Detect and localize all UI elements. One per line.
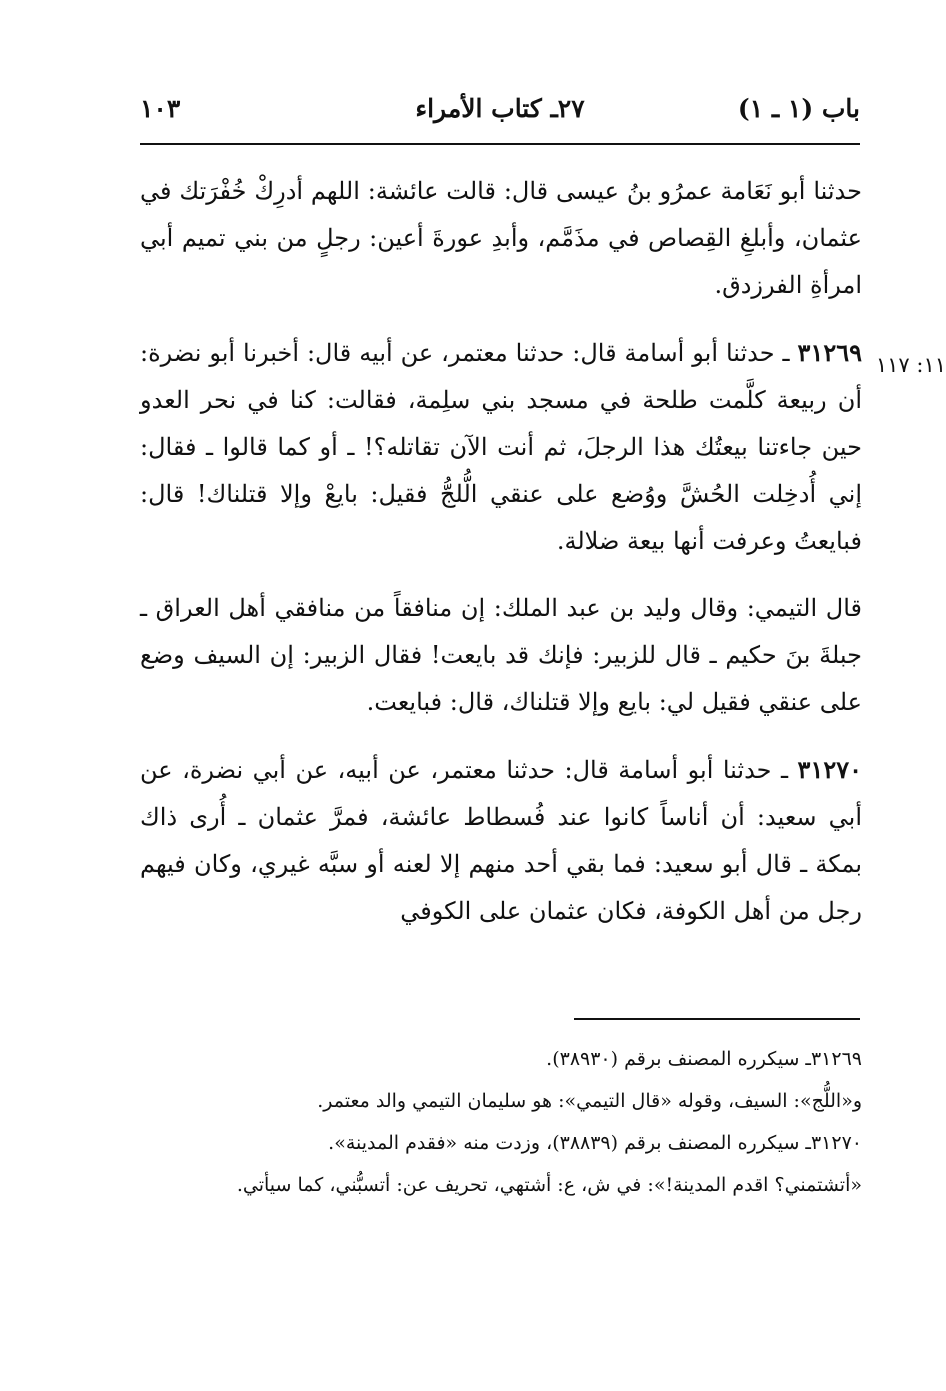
page-header	[140, 94, 860, 134]
paragraph	[140, 168, 862, 309]
paragraph-text: قال التيمي: وقال وليد بن عبد الملك: إن منافقاً من منافقي أهل العراق ـ جبلةَ بنَ حكيم ـ قال للزبير: فإنك قد بايعت! فقال الزبير: إن السيف وضع على عنقي فقيل لي: بايع وإلا قتلناك، قال: فبايعت.	[140, 594, 862, 716]
footnote: ٣١٢٦٩ـ سيكرره المصنف برقم (٣٨٩٣٠).	[546, 1048, 862, 1070]
header-rule	[140, 143, 860, 145]
footnote: ٣١٢٧٠ـ سيكرره المصنف برقم (٣٨٨٣٩)، وزدت منه «فقدم المدينة».	[328, 1132, 862, 1154]
footnote: و«اللُّج»: السيف، وقوله «قال التيمي»: هو سليمان التيمي والد معتمر.	[317, 1090, 862, 1112]
footnote: «أتشتمني؟ اقدم المدينة!»: في ش، ع: أشتهي، تحريف عن: أتسبُّني، كما سيأتي.	[236, 1174, 862, 1196]
page-number: ١٠٣	[140, 94, 181, 123]
hadith-31269	[140, 329, 862, 565]
hadith-31270	[140, 746, 862, 935]
hadith-number: ٣١٢٦٩	[797, 338, 862, 367]
section-heading: باب (١ ـ ١)	[737, 94, 860, 123]
footnote-rule	[574, 1018, 860, 1020]
paragraph	[140, 585, 862, 726]
main-text	[140, 168, 862, 935]
hadith-number: ٣١٢٧٠	[797, 755, 862, 784]
paragraph-text: ـ حدثنا أبو أسامة قال: حدثنا معتمر، عن أبيه قال: أخبرنا أبو نضرة: أن ربيعة كلَّمت طلحة في مسجد بني سلِمة، فقالت: كنا في نحر العدو حين جاءتنا بيعتُك هذا الرجلَ، ثم أنت الآن تقاتله؟! ـ أو كما قالوا ـ فقال: إني أُدخِلت الحُشَّ ووُضع على عنقي الُّلجُّ فقيل: بايعْ وإلا قتلناك! قال: فبايعتُ وعرفت أنها بيعة ضلالة.	[140, 339, 862, 555]
margin-reference: ١١: ١١٧	[875, 353, 946, 377]
paragraph-text: ـ حدثنا أبو أسامة قال: حدثنا معتمر، عن أبيه، عن أبي نضرة، عن أبي سعيد: أن أناساً كانوا عند فُسطاط عائشة، فمرَّ عثمان ـ أُرى ذاك بمكة ـ قال أبو سعيد: فما بقي أحد منهم إلا لعنه أو سبَّه غيري، وكان فيهم رجل من أهل الكوفة، فكان عثمان على الكوفي	[140, 756, 862, 925]
paragraph-text: حدثنا أبو نَعَامة عمرُو بنُ عيسى قال: قالت عائشة: اللهم أدرِكْ خُفْرَتك في عثمان، وأبلغِ القِصاص في مذَمَّم، وأبدِ عورةَ أعين: رجلٍ من بني تميم أبي امرأةِ الفرزدق.	[140, 177, 862, 299]
book-title: ٢٧ـ كتاب الأمراء	[415, 94, 585, 123]
footnotes	[140, 1040, 862, 1208]
